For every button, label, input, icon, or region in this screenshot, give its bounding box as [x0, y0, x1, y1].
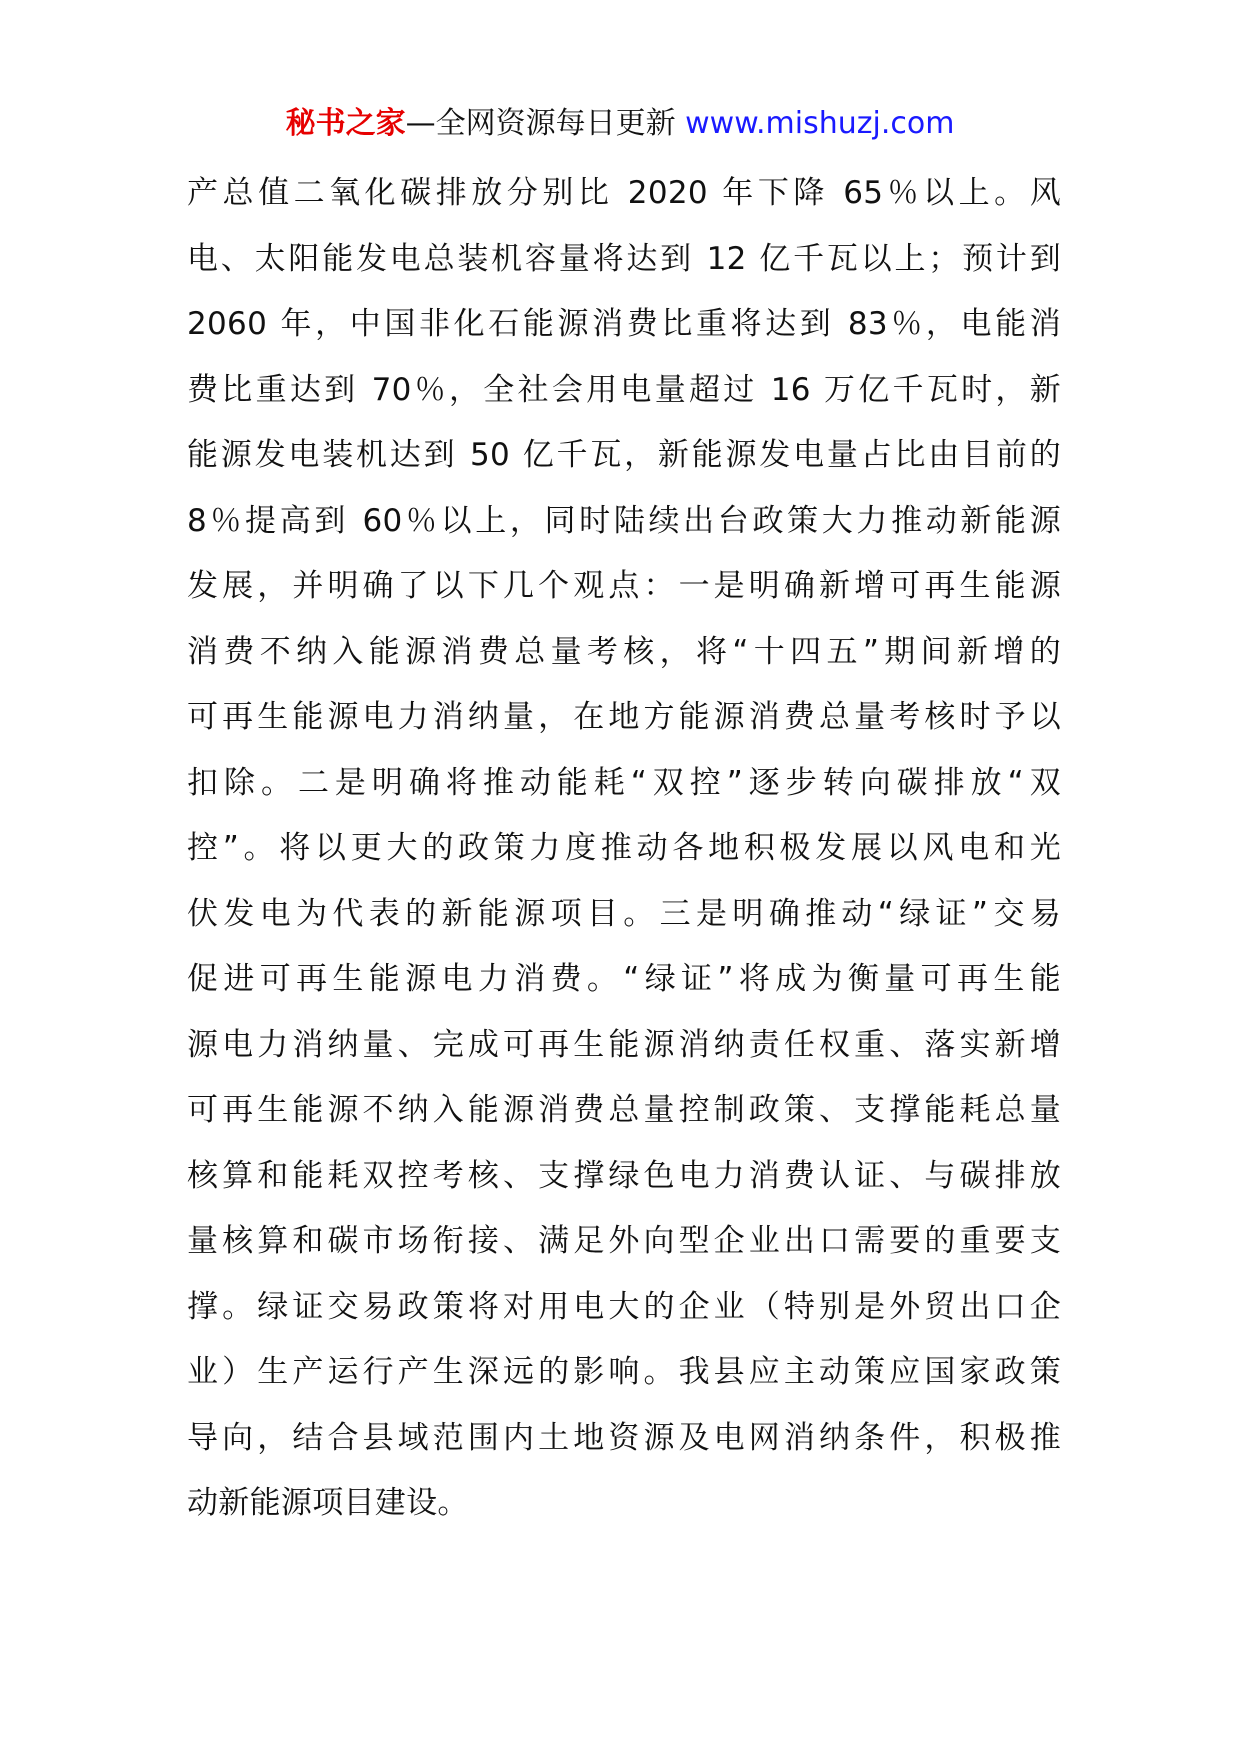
header-site-link[interactable]: www.mishuzj.com — [685, 106, 955, 141]
body-line: 消费不纳入能源消费总量考核，将“十四五”期间新增的 — [187, 633, 1061, 670]
header-brand: 秘书之家 — [285, 106, 406, 141]
body-line: 业）生产运行产生深远的影响。我县应主动策应国家政策 — [187, 1354, 1061, 1390]
body-line: 费比重达到 70％，全社会用电量超过 16 万亿千瓦时，新 — [187, 371, 1061, 408]
body-line: 动新能源项目建设。 — [187, 1485, 469, 1521]
body-line: 能源发电装机达到 50 亿千瓦，新能源发电量占比由目前的 — [187, 437, 1061, 473]
body-line: 8％提高到 60％以上，同时陆续出台政策大力推动新能源 — [187, 502, 1061, 539]
body-line: 发展，并明确了以下几个观点：一是明确新增可再生能源 — [187, 568, 1061, 604]
body-line: 量核算和碳市场衔接、满足外向型企业出口需要的重要支 — [187, 1223, 1061, 1259]
header-tagline: —全网资源每日更新 — [405, 106, 676, 141]
body-line: 可再生能源电力消纳量，在地方能源消费总量考核时予以 — [187, 699, 1061, 735]
body-line: 导向，结合县域范围内土地资源及电网消纳条件，积极推 — [187, 1419, 1061, 1456]
page-header — [0, 102, 1240, 146]
body-line: 2060 年，中国非化石能源消费比重将达到 83％，电能消 — [187, 306, 1061, 342]
body-line: 电、太阳能发电总装机容量将达到 12 亿千瓦以上；预计到 — [187, 240, 1061, 277]
body-line: 促进可再生能源电力消费。“绿证”将成为衡量可再生能 — [187, 961, 1061, 997]
body-line: 可再生能源不纳入能源消费总量控制政策、支撑能耗总量 — [187, 1092, 1061, 1128]
body-line: 核算和能耗双控考核、支撑绿色电力消费认证、与碳排放 — [187, 1157, 1061, 1194]
body-line: 扣除。二是明确将推动能耗“双控”逐步转向碳排放“双 — [187, 764, 1061, 801]
body-line: 控”。将以更大的政策力度推动各地积极发展以风电和光 — [187, 830, 1061, 866]
document-body — [187, 161, 1061, 1537]
body-line: 撑。绿证交易政策将对用电大的企业（特别是外贸出口企 — [187, 1288, 1061, 1325]
body-line: 产总值二氧化碳排放分别比 2020 年下降 65％以上。风 — [187, 175, 1061, 211]
body-line: 伏发电为代表的新能源项目。三是明确推动“绿证”交易 — [187, 895, 1061, 932]
body-line: 源电力消纳量、完成可再生能源消纳责任权重、落实新增 — [187, 1026, 1061, 1063]
